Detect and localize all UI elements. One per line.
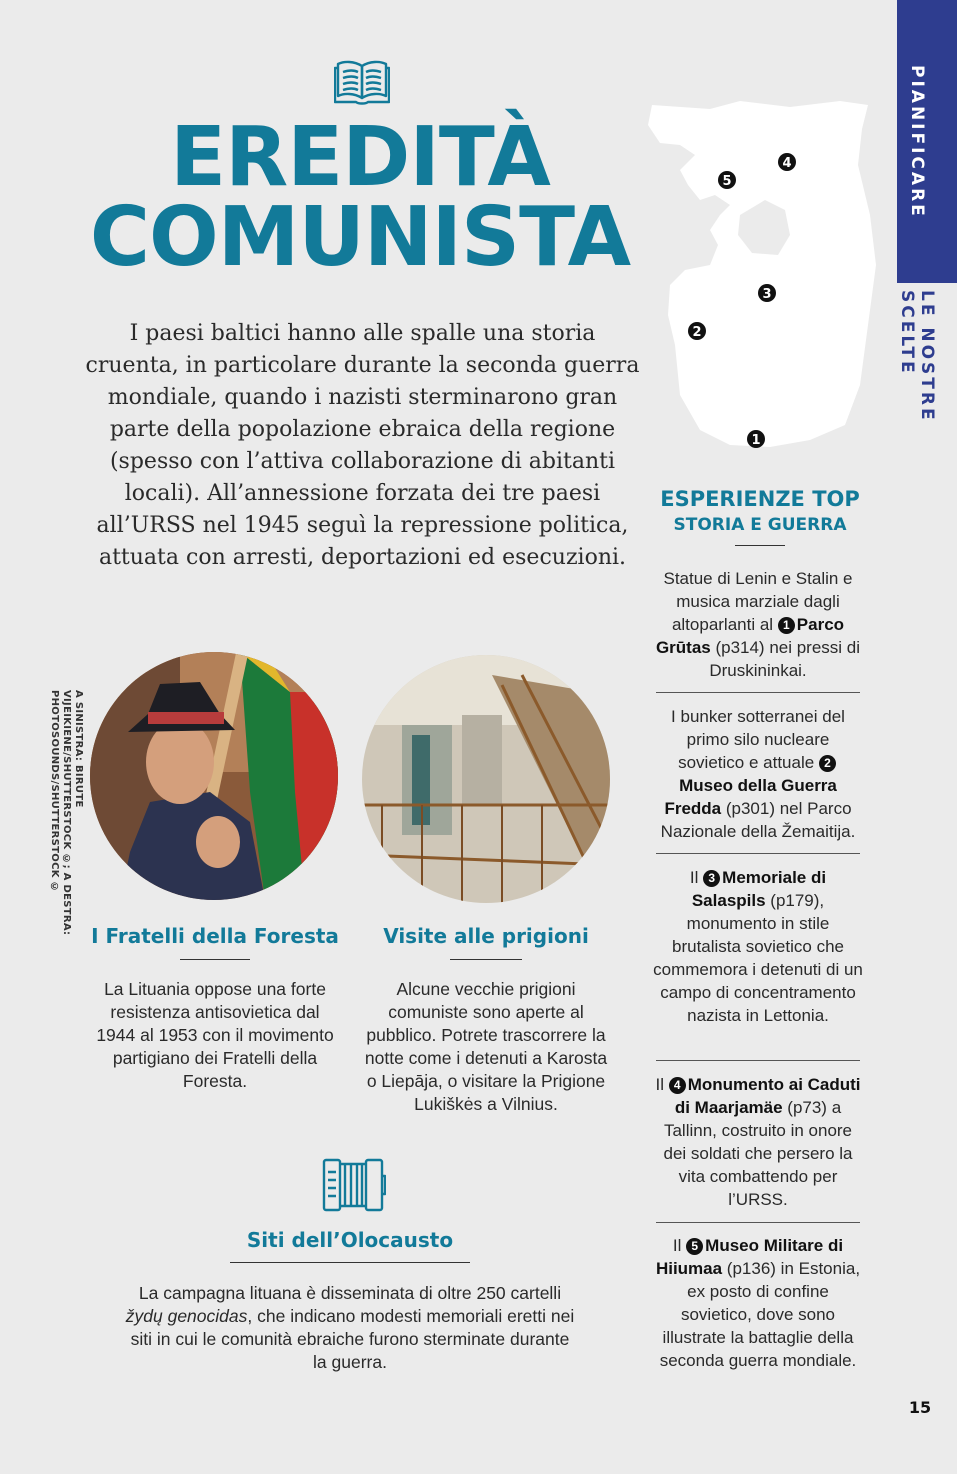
divider xyxy=(180,959,250,960)
marker-badge: 1 xyxy=(778,617,795,634)
svg-text:3: 3 xyxy=(762,287,772,302)
feature-text-olocausto: La campagna lituana è disseminata di oltre 250 cartelli žydų genocidas, che indicano modesti memoriali eretti nei siti in cui le comunità ebraiche furono sterminate durante la guerra. xyxy=(125,1283,575,1372)
map-marker-3 xyxy=(758,284,776,302)
tab-label: PIANIFICARE xyxy=(907,64,927,219)
experience-item: Statue di Lenin e Stalin e musica marziale dagli altoparlanti al 1 Parco Grūtas (p314) nei pressi di Druskininkai. xyxy=(655,569,861,680)
experience-item: I bunker sotterranei del primo silo nucleare sovietico e attuale 2Museo della Guerra Fredda (p301) nel Parco Nazionale della Žemaitija. xyxy=(660,707,856,841)
photo-credit: A SINISTRA: BIRUTE VIJEIKIENE/SHUTTERSTOCK ©; A DESTRA: PHOTOSOUNDS/SHUTTERSTOCK © xyxy=(49,690,84,936)
photo-prison xyxy=(362,655,610,903)
photo-forest-brothers xyxy=(90,652,338,900)
divider xyxy=(450,959,522,960)
svg-text:5: 5 xyxy=(722,174,732,189)
map-marker-1 xyxy=(747,430,765,448)
divider xyxy=(656,692,860,693)
divider xyxy=(656,1222,860,1223)
experience-item: Il 4 Monumento ai Caduti di Maarjamäe (p73) a Tallinn, costruito in onore dei soldati che persero la vita combattendo per l’URSS. xyxy=(655,1075,861,1209)
divider xyxy=(230,1262,470,1263)
feature-text-fratelli: La Lituania oppose una forte resistenza antisovietica dal 1944 al 1953 con il movimento partigiano dei Fratelli della Foresta. xyxy=(96,979,334,1091)
marker-badge: 4 xyxy=(669,1077,686,1094)
svg-text:4: 4 xyxy=(782,156,792,171)
marker-badge: 5 xyxy=(686,1238,703,1255)
accordion-icon xyxy=(320,1158,386,1212)
divider xyxy=(656,1060,860,1061)
section-label: LE NOSTRE SCELTE xyxy=(897,290,937,423)
page-number: 15 xyxy=(908,1398,932,1417)
open-book-icon xyxy=(334,56,390,106)
marker-badge: 2 xyxy=(819,755,836,772)
intro-paragraph: I paesi baltici hanno alle spalle una storia cruenta, in particolare durante la seconda guerra mondiale, quando i nazisti sterminarono gran parte della popolazione ebraica della regione (spesso con l’attiva collaborazione di abitanti locali). All’annessione forzata dei tre paesi all’URSS nel 1945 seguì la repressione politica, attuata con arresti, deportazioni ed esecuzioni. xyxy=(85,321,640,570)
feature-title-olocausto: Siti dell’Olocausto xyxy=(246,1228,454,1252)
divider xyxy=(656,853,860,854)
title-line-1: EREDITÀ xyxy=(170,110,550,205)
feature-title-prigioni: Visite alle prigioni xyxy=(383,924,589,948)
title-line-2: COMUNISTA xyxy=(89,190,631,285)
feature-text-prigioni: Alcune vecchie prigioni comuniste sono aperte al pubblico. Potrete trascorrere la notte come i detenuti a Karosta o Liepāja, o visitare la Prigione Lukiškės a Vilnius. xyxy=(364,979,608,1114)
top-experiences-title: ESPERIENZE TOP xyxy=(660,487,860,511)
svg-text:2: 2 xyxy=(692,325,702,340)
experience-item: Il 3 Memoriale di Salaspils (p179), monumento in stile brutalista sovietico che commemora i detenuti di un campo di concentramento nazista in Lettonia. xyxy=(653,868,863,1025)
divider xyxy=(735,545,785,546)
feature-title-fratelli: I Fratelli della Foresta xyxy=(91,924,339,948)
map-landmass xyxy=(648,101,876,447)
map-marker-4 xyxy=(778,153,796,171)
map-marker-2 xyxy=(688,322,706,340)
marker-badge: 3 xyxy=(703,870,720,887)
experience-item: Il 5 Museo Militare di Hiiumaa (p136) in Estonia, ex posto di confine sovietico, dove sono illustrate la battaglie della seconda guerra mondiale. xyxy=(655,1236,861,1370)
baltic-map xyxy=(640,95,880,465)
svg-text:1: 1 xyxy=(751,433,761,448)
top-experiences-subtitle: STORIA E GUERRA xyxy=(673,515,847,535)
page-title xyxy=(60,110,660,285)
map-marker-5 xyxy=(718,171,736,189)
